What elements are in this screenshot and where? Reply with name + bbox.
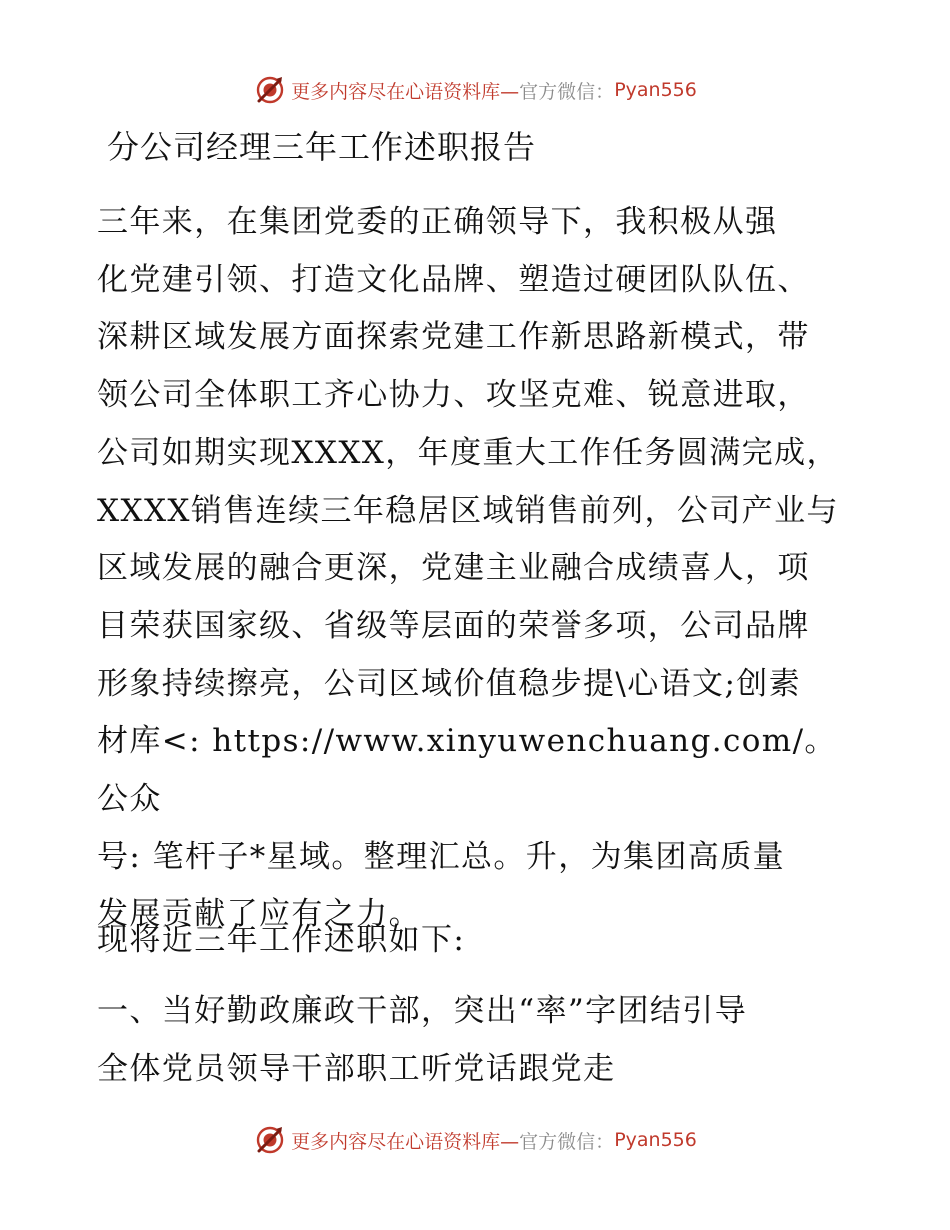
wechat-label: 官方微信：	[519, 1130, 615, 1153]
body-paragraph-summary-lead: 现将近三年工作述职如下:	[97, 922, 466, 958]
wechat-id: Pyan556	[614, 79, 697, 101]
body-paragraph-intro: 三年来，在集团党委的正确领导下，我积极从强 化党建引领、打造文化品牌、塑造过硬团队队伍、 深耕区域发展方面探索党建工作新思路新模式，带 领公司全体职工齐心协力、攻坚克难、锐意进取， 公司如期实现XXXX，年度重大工作任务圆满完成， XXXX销售连续三年稳居区域销售前列，公司产业与 区域发展的融合更深，党建主业融合成绩喜人，项 目荣获国家级、省级等层面的荣誉多项，公司品牌 形象持续擦亮，公司区域价值稳步提\心语文;创素 材库<: https://www.xinyuwenchuang.com/。公众 号: 笔杆子*星域。整理汇总。升，为集团高质量 发展贡献了应有之力。	[97, 204, 839, 933]
banner-text: 更多内容尽在心语资料库—	[291, 1130, 520, 1153]
header-watermark-banner	[0, 70, 950, 110]
document-title: 分公司经理三年工作述职报告	[107, 128, 537, 166]
footer-watermark-banner	[0, 1120, 950, 1160]
section-heading-one: 一、当好勤政廉政干部，突出“率”字团结引导 全体党员领导干部职工听党话跟党走	[97, 993, 748, 1087]
wechat-label: 官方微信：	[519, 80, 615, 103]
pen-logo-icon	[253, 73, 287, 107]
banner-text: 更多内容尽在心语资料库—	[291, 80, 520, 103]
pen-logo-icon	[253, 1123, 287, 1157]
wechat-id: Pyan556	[614, 1129, 697, 1151]
